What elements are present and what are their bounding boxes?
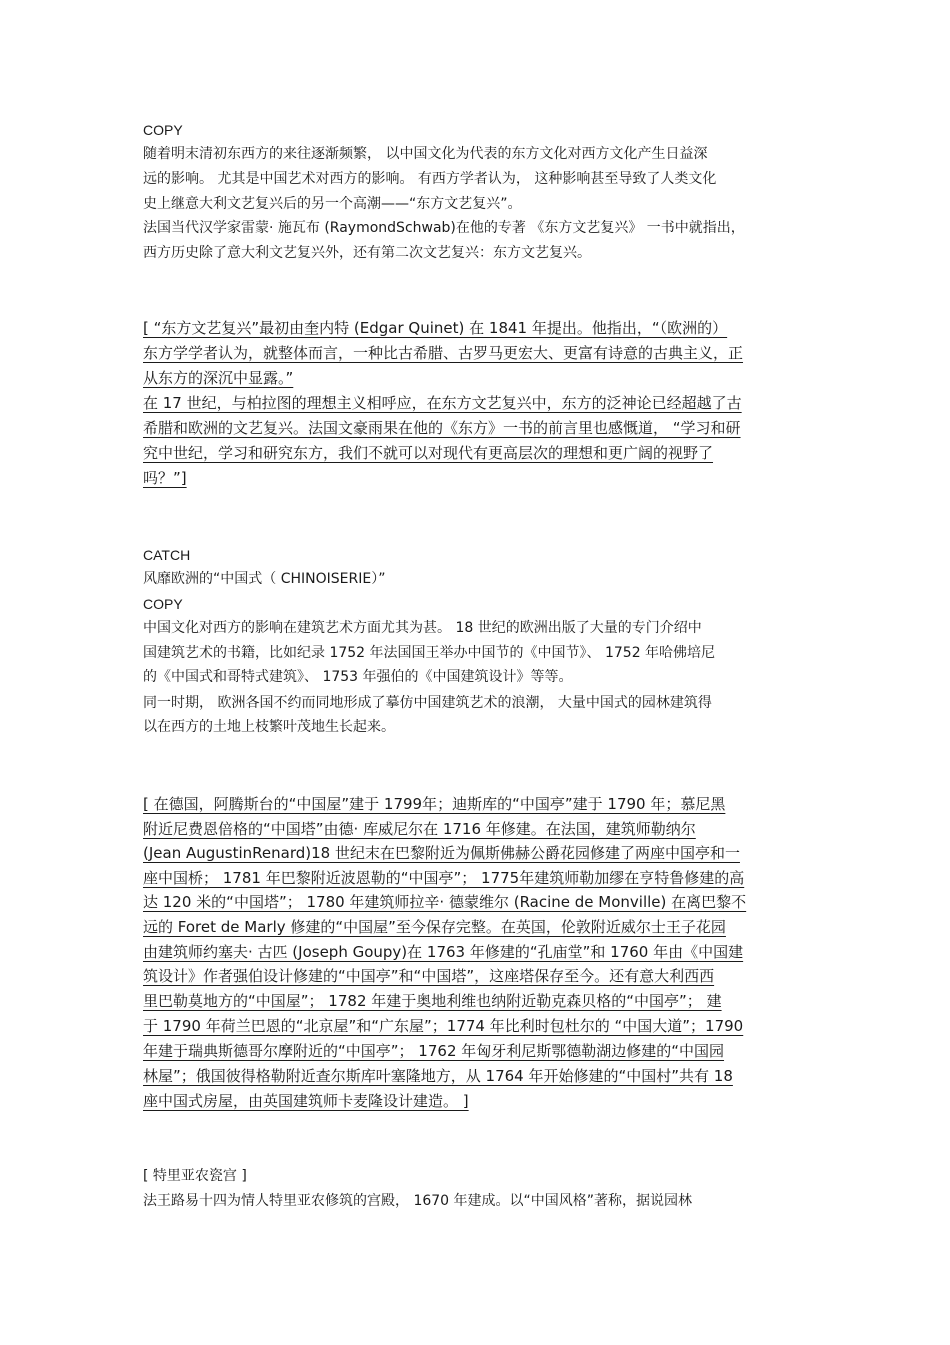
quote-line: 筑设计》作者强伯设计修建的“中国亭”和“中国塔”，这座塔保存至今。还有意大利西西: [143, 967, 715, 985]
quote-line: 东方学学者认为，就整体而言，一种比古希腊、古罗马更宏大、更富有诗意的古典主义，正: [143, 344, 744, 362]
paragraph-line: 法国当代汉学家雷蒙· 施瓦布 (RaymondSchwab)在他的专著 《东方文艺复兴》 一书中就指出，: [143, 220, 745, 236]
quote-line: [ 在德国，阿腾斯台的“中国屋”建于 1799年；迪斯库的“中国亭”建于 1790 年；慕尼黑: [143, 795, 726, 813]
paragraph-line: 的《中国式和哥特式建筑》、 1753 年强伯的《中国建筑设计》等等。: [143, 669, 573, 685]
paragraph-line: 史上继意大利文艺复兴后的另一个高潮——“东方文艺复兴”。: [143, 196, 522, 212]
catch-label: CATCH: [143, 547, 191, 563]
quote-line: 吗？”]: [143, 469, 187, 487]
quote-line: 附近尼费恩倍格的“中国塔”由德· 库威尼尔在 1716 年修建。在法国，建筑师勒纳尔: [143, 820, 696, 838]
quote-line: 年建于瑞典斯德哥尔摩附近的“中国亭”； 1762 年匈牙利尼斯鄂德勒湖边修建的“中国园: [143, 1042, 725, 1060]
quote-line: 由建筑师约塞夫· 古匹 (Joseph Goupy)在 1763 年修建的“孔庙堂”和 1760 年由《中国建: [143, 943, 744, 961]
paragraph-line: 以在西方的土地上枝繁叶茂地生长起来。: [143, 719, 395, 735]
section-heading: [ 特里亚农瓷宫 ]: [143, 1168, 247, 1184]
quote-line: 希腊和欧洲的文艺复兴。法国文豪雨果在他的《东方》一书的前言里也感慨道， “学习和研: [143, 419, 741, 437]
paragraph-line: 法王路易十四为情人特里亚农修筑的宫殿， 1670 年建成。以“中国风格”著称，据说园林: [143, 1193, 693, 1209]
quote-line: 究中世纪，学习和研究东方，我们不就可以对现代有更高层次的理想和更广阔的视野了: [143, 444, 714, 462]
paragraph-line: 国建筑艺术的书籍，比如纪录 1752 年法国国王举办中国节的《中国节》、 1752 年哈佛培尼: [143, 645, 716, 661]
quote-line: 在 17 世纪，与柏拉图的理想主义相呼应，在东方文艺复兴中，东方的泛神论已经超越了古: [143, 394, 742, 412]
quote-line: 从东方的深沉中显露。”: [143, 369, 294, 387]
copy-label: COPY: [143, 596, 183, 612]
paragraph-line: 同一时期， 欧洲各国不约而同地形成了摹仿中国建筑艺术的浪潮， 大量中国式的园林建筑得: [143, 695, 712, 711]
paragraph-line: 西方历史除了意大利文艺复兴外，还有第二次文艺复兴：东方文艺复兴。: [143, 245, 591, 261]
quote-line: [ “东方文艺复兴”最初由奎内特 (Edgar Quinet) 在 1841 年提出。他指出，“（欧洲的）: [143, 319, 728, 337]
quote-line: (Jean AugustinRenard)18 世纪末在巴黎附近为佩斯佛赫公爵花园修建了两座中国亭和一: [143, 844, 740, 862]
quote-line: 林屋”；俄国彼得格勒附近查尔斯库叶塞隆地方，从 1764 年开始修建的“中国村”共有 18: [143, 1067, 733, 1085]
paragraph-line: 远的影响。 尤其是中国艺术对西方的影响。 有西方学者认为， 这种影响甚至导致了人类文化: [143, 171, 717, 187]
catch-title: 风靡欧洲的“中国式（ CHINOISERIE）”: [143, 571, 386, 587]
quote-line: 达 120 米的“中国塔”； 1780 年建筑师拉辛· 德蒙维尔 (Racine de Monville) 在离巴黎不: [143, 893, 747, 911]
quote-line: 里巴勒莫地方的“中国屋”； 1782 年建于奥地利维也纳附近勒克森贝格的“中国亭”； 建: [143, 992, 722, 1010]
quote-line: 远的 Foret de Marly 修建的“中国屋”至今保存完整。在英国，伦敦附近威尔士王子花园: [143, 918, 726, 936]
quote-line: 座中国桥； 1781 年巴黎附近波恩勒的“中国亭”； 1775年建筑师勒加缪在亨特鲁修建的高: [143, 869, 745, 887]
paragraph-line: 中国文化对西方的影响在建筑艺术方面尤其为甚。 18 世纪的欧洲出版了大量的专门介绍中: [143, 620, 702, 636]
copy-label: COPY: [143, 122, 183, 138]
paragraph-line: 随着明末清初东西方的来往逐渐频繁， 以中国文化为代表的东方文化对西方文化产生日益深: [143, 146, 708, 162]
quote-line: 于 1790 年荷兰巴恩的“北京屋”和“广东屋”；1774 年比利时包杜尔的 “中国大道”；1790: [143, 1017, 744, 1035]
quote-line: 座中国式房屋，由英国建筑师卡麦隆设计建造。 ]: [143, 1092, 469, 1110]
